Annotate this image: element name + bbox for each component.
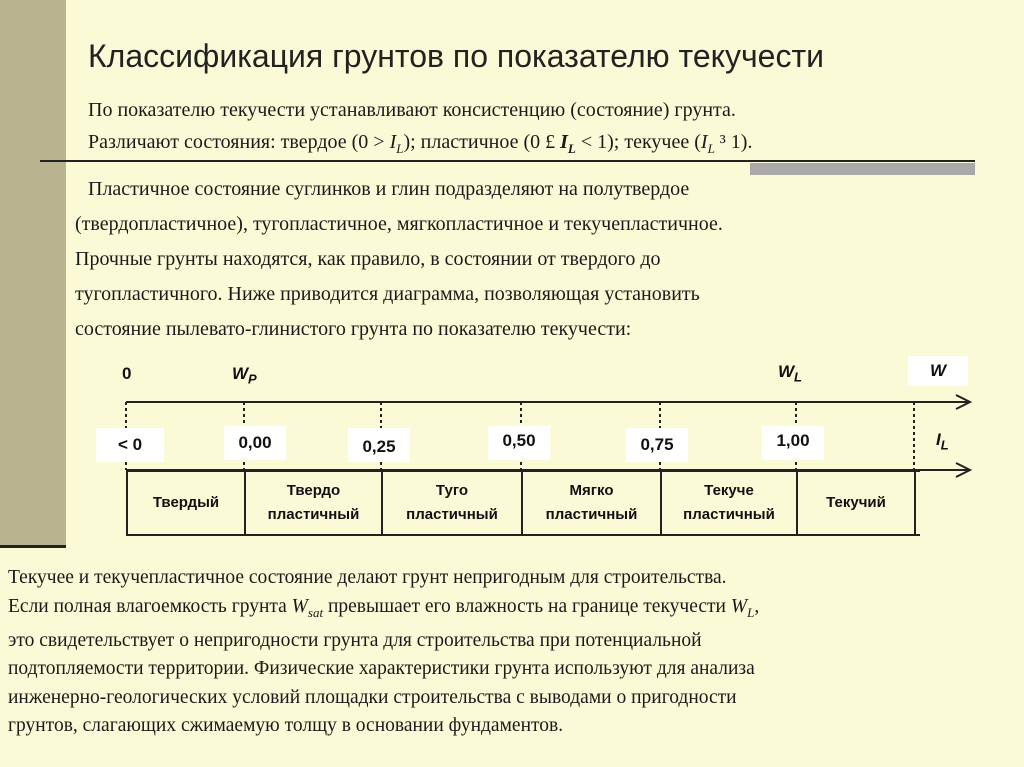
- conclusion-line-3: это свидетельствует о непригодности грунта для строительства при потенциальной: [8, 629, 702, 651]
- state-cell-soft-plastic: Мягко пластичный: [521, 472, 660, 534]
- plastic-line-4: тугопластичного. Ниже приводится диаграмма, позволяющая установить: [75, 283, 700, 305]
- decorative-bottom-rule: [0, 545, 66, 548]
- il-tick-1-00: 1,00: [762, 426, 824, 460]
- il-tick-0-00: 0,00: [224, 426, 286, 460]
- intro-line-2: Различают состояния: твердое $(0 > I_L)$; пластичное (0 £ $I_L < 1$); текучее ($I_L$ ³ 1).: [88, 131, 753, 156]
- conclusion-line-1: Текучее и текучепластичное состояние делают грунт непригодным для строительства.: [8, 567, 727, 588]
- plastic-line-2: (твердопластичное), тугопластичное, мягкопластичное и текучепластичное.: [75, 213, 723, 235]
- intro-paragraph: [88, 94, 752, 165]
- plastic-states-paragraph: [75, 172, 723, 347]
- il-tick-0-25: 0,25: [348, 428, 410, 462]
- plastic-line-5: состояние пылевато-глинистого грунта по показателю текучести:: [75, 318, 632, 340]
- divider-shadow: [750, 163, 975, 175]
- il-tick-below-zero: < 0: [96, 428, 164, 462]
- conclusion-line-6: грунтов, слагающих сжимаемую толщу в основании фундаментов.: [8, 715, 564, 737]
- intro-line-1: По показателю текучести устанавливают консистенцию (состояние) грунта.: [88, 99, 736, 121]
- state-cell-fluid-plastic: Текуче пластичный: [660, 472, 796, 534]
- moisture-axis-end-label: W: [908, 356, 968, 386]
- conclusion-line-2: Если полная влагоемкость грунта $W_{sat}$ превышает его влажность на границе текучести $W_L$,: [8, 595, 760, 620]
- consistency-states-row: [126, 470, 920, 536]
- decorative-side-bar: [0, 0, 66, 548]
- conclusion-line-5: инженерно-геологических условий площадки строительства с выводами о пригодности: [8, 686, 737, 708]
- page-title: Классификация грунтов по показателю текучести: [88, 38, 824, 74]
- wp-label: $W_P$: [232, 364, 257, 387]
- plastic-line-3: Прочные грунты находятся, как правило, в состоянии от твердого до: [75, 248, 661, 270]
- state-cell-solid: Твердый: [126, 472, 244, 534]
- plastic-line-1: Пластичное состояние суглинков и глин подразделяют на полутвердое: [88, 178, 690, 200]
- consistency-diagram: [90, 350, 990, 545]
- divider-line: [40, 160, 975, 162]
- il-axis-end-label: $I_L$: [936, 430, 949, 453]
- conclusion-paragraph: [8, 564, 759, 741]
- conclusion-line-4: подтопляемости территории. Физические характеристики грунта используют для анализа: [8, 658, 755, 680]
- state-cell-stiff-plastic: Туго пластичный: [381, 472, 521, 534]
- state-cell-fluid: Текучий: [796, 472, 916, 534]
- state-cell-semisolid: Твердо пластичный: [244, 472, 381, 534]
- il-tick-0-50: 0,50: [488, 426, 550, 460]
- moisture-origin-label: 0: [122, 364, 132, 383]
- wl-label: $W_L$: [778, 362, 802, 385]
- il-tick-0-75: 0,75: [626, 428, 688, 462]
